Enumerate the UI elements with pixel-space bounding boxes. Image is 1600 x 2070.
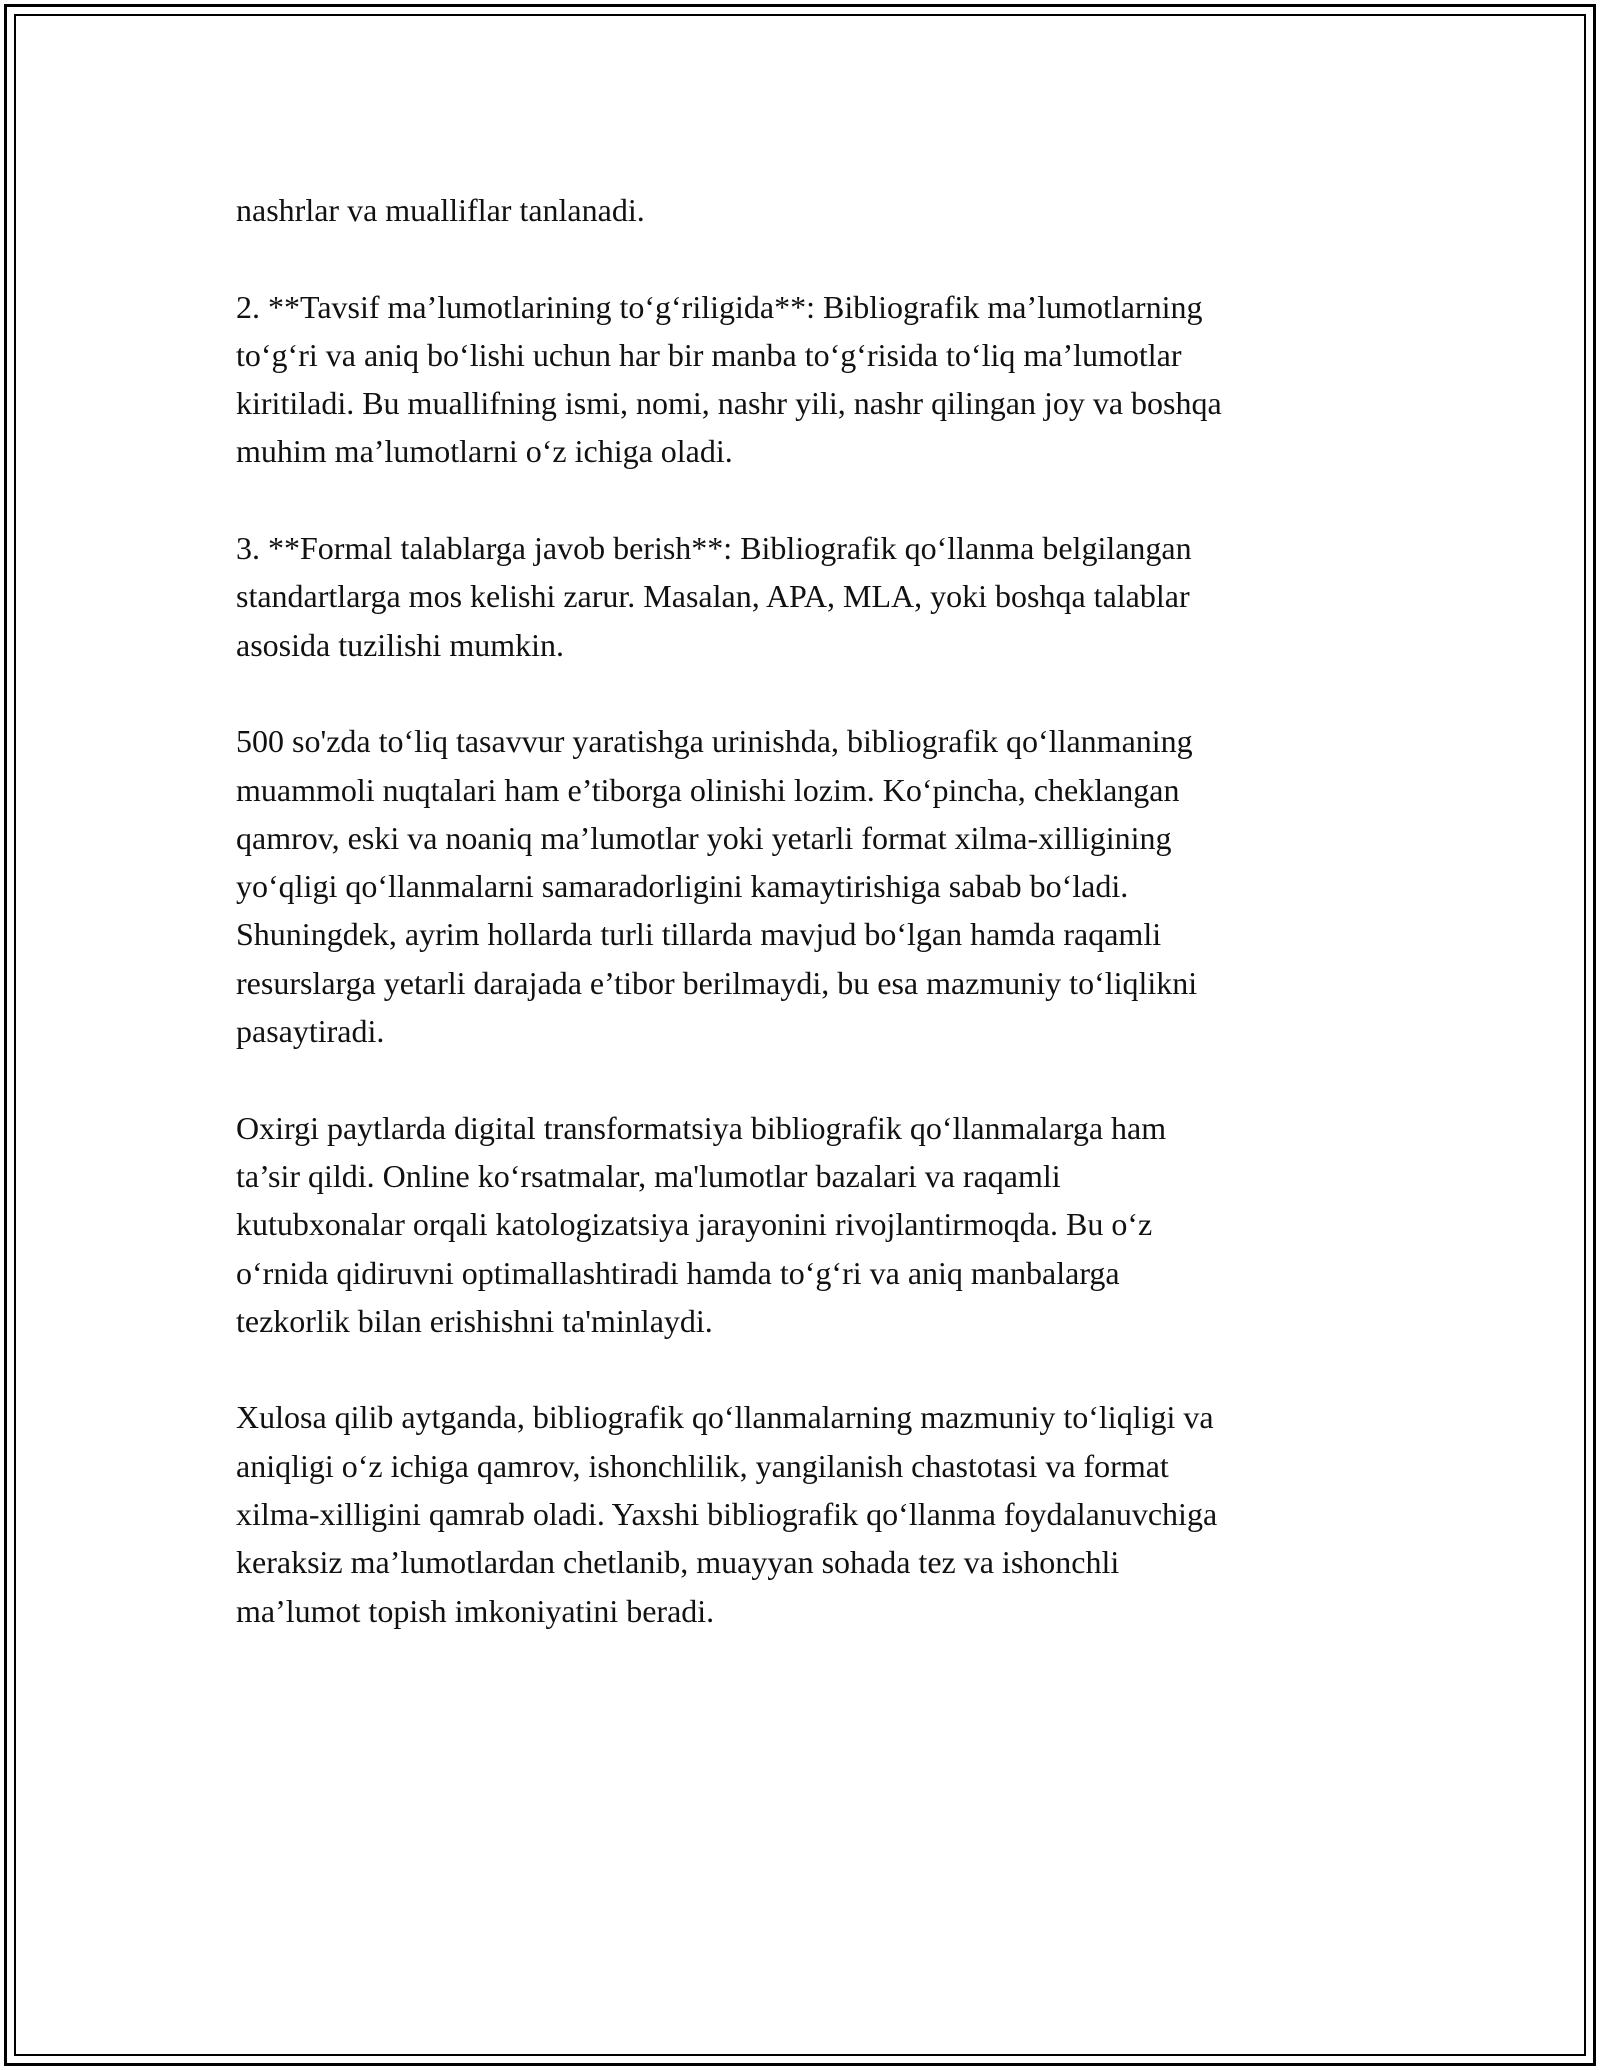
paragraph-description-accuracy: 2. **Tavsif ma’lumotlarining to‘g‘riligida**: Bibliografik ma’lumotlarning to‘g‘ri va aniq bo‘lishi uchun har bir manba to‘g‘risida to‘liq ma’lumotlar kiritiladi. Bu muallifning ismi, nomi, nashr yili, nashr qilingan joy va boshqa muhim ma’lumotlarni o‘z ichiga oladi. <box>236 288 1222 470</box>
paragraph-continuation: nashrlar va mualliflar tanlanadi. <box>236 192 645 228</box>
paragraph-formal-requirements: 3. **Formal talablarga javob berish**: Bibliografik qo‘llanma belgilangan standartlarga mos kelishi zarur. Masalan, APA, MLA, yoki boshqa talablar asosida tuzilishi mumkin. <box>236 530 1192 663</box>
paragraph-problem-points: 500 so'zda to‘liq tasavvur yaratishga urinishda, bibliografik qo‘llanmaning muammoli nuqtalari ham e’tiborga olinishi lozim. Ko‘pincha, cheklangan qamrov, eski va noaniq ma’lumotlar yoki yetarli format xilma-xilligining yo‘qligi qo‘llanmalarni samaradorligini kamaytirishiga sabab bo‘ladi. Shuningdek, ayrim hollarda turli tillarda mavjud bo‘lgan hamda raqamli resurslarga yetarli darajada e’tibor berilmaydi, bu esa mazmuniy to‘liqlikni pasaytiradi. <box>236 723 1198 1050</box>
paragraph-conclusion: Xulosa qilib aytganda, bibliografik qo‘llanmalarning mazmuniy to‘liqligi va aniqligi o‘z ichiga qamrov, ishonchlilik, yangilanish chastotasi va format xilma-xilligini qamrab oladi. Yaxshi bibliografik qo‘llanma foydalanuvchiga keraksiz ma’lumotlardan chetlanib, muayyan sohada tez va ishonchli ma’lumot topish imkoniyatini beradi. <box>236 1399 1218 1629</box>
document-body <box>236 186 1376 1635</box>
paragraph-digital-transformation: Oxirgi paytlarda digital transformatsiya bibliografik qo‘llanmalarga ham ta’sir qildi. Online ko‘rsatmalar, ma'lumotlar bazalari va raqamli kutubxonalar orqali katologizatsiya jarayonini rivojlantirmoqda. Bu o‘z o‘rnida qidiruvni optimallashtiradi hamda to‘g‘ri va aniq manbalarga tezkorlik bilan erishishni ta'minlaydi. <box>236 1109 1167 1339</box>
